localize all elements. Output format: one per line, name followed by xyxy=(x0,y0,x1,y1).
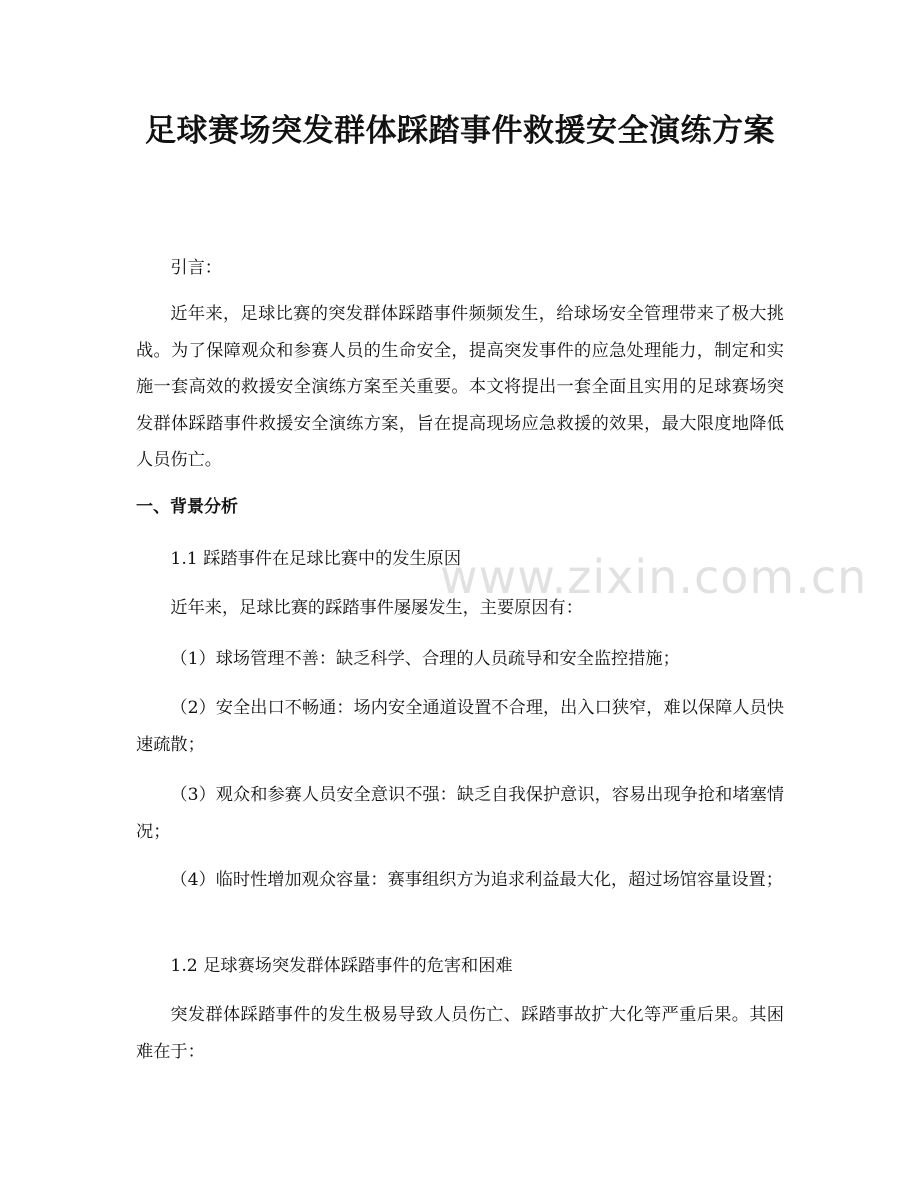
intro-label: 引言： xyxy=(170,258,222,278)
subsection-heading-1-2: 1.2 足球赛场突发群体踩踏事件的危害和困难 xyxy=(170,956,513,976)
watermark: www.zixin.com.cn xyxy=(440,550,868,604)
intro-paragraph: 近年来，足球比赛的突发群体踩踏事件频频发生，给球场安全管理带来了极大挑战。为了保障观众和参赛人员的生命安全，提高突发事件的应急处理能力，制定和实施一套高效的救援安全演练方案至关重要。本文将提出一套全面且实用的足球赛场突发群体踩踏事件救援安全演练方案，旨在提高现场应急救援的效果，最大限度地降低人员伤亡。 xyxy=(136,304,784,470)
causes-intro: 近年来，足球比赛的踩踏事件屡屡发生，主要原因有： xyxy=(170,598,583,618)
document-title: 足球赛场突发群体踩踏事件救援安全演练方案 xyxy=(145,113,775,149)
cause-item-1: （1）球场管理不善：缺乏科学、合理的人员疏导和安全监控措施； xyxy=(170,649,680,669)
cause-item-3: （3）观众和参赛人员安全意识不强：缺乏自我保护意识，容易出现争抢和堵塞情况； xyxy=(136,785,784,842)
subsection-heading-1-1: 1.1 踩踏事件在足球比赛中的发生原因 xyxy=(170,549,462,569)
cause-item-2: （2）安全出口不畅通：场内安全通道设置不合理，出入口狭窄，难以保障人员快速疏散； xyxy=(136,698,784,755)
cause-item-4: （4）临时性增加观众容量：赛事组织方为追求利益最大化，超过场馆容量设置； xyxy=(170,870,783,890)
harm-paragraph: 突发群体踩踏事件的发生极易导致人员伤亡、踩踏事故扩大化等严重后果。其困难在于： xyxy=(136,1005,784,1062)
section-heading-background: 一、背景分析 xyxy=(136,497,238,517)
